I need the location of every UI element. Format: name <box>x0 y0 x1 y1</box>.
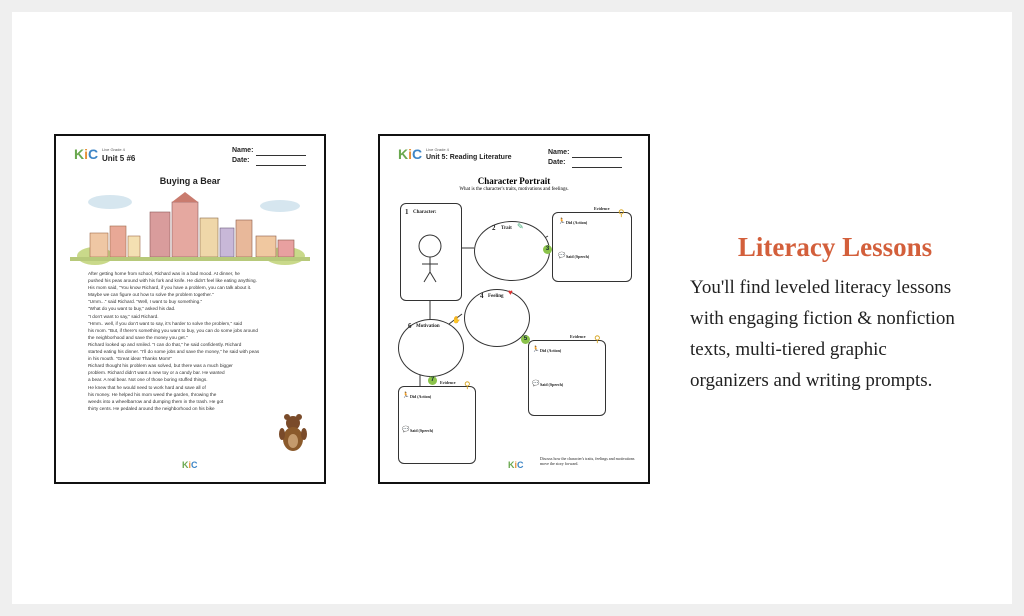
speech-icon: 💬 <box>558 253 566 259</box>
step-badge: 3 <box>543 245 552 254</box>
action-icon: 🏃 <box>402 393 410 399</box>
level-tag: Live Grade 4 <box>102 147 125 152</box>
stick-figure-icon <box>415 234 445 284</box>
magnifier-icon: ⚲ <box>618 208 625 218</box>
did-label: Did (Action) <box>566 220 588 225</box>
speech-icon: 💬 <box>402 427 410 433</box>
pencil-icon: ✎ <box>517 222 524 231</box>
organizer-subtitle: What is the character's traits, motivations and feelings. <box>459 187 569 192</box>
organizer-footer-note: Discuss how the character's traits, feelings and motivations move the story forward. <box>540 456 635 466</box>
did-label: Did (Action) <box>540 348 562 353</box>
date-label: Date: <box>548 159 566 166</box>
level-tag: Live Grade 4 <box>426 147 449 152</box>
action-icon: 🏃 <box>532 347 540 353</box>
unit-label: Unit 5: Reading Literature <box>426 154 512 161</box>
story-title: Buying a Bear <box>159 176 221 186</box>
kic-footer-logo: KiC <box>182 460 198 470</box>
motivation-icon: ✋ <box>452 317 461 324</box>
did-label: Did (Action) <box>410 394 432 399</box>
step-number: 6 <box>408 322 412 330</box>
name-line <box>256 155 306 156</box>
step-number: 1 <box>405 208 409 216</box>
town-illustration <box>70 188 310 268</box>
kic-logo: KiC <box>398 146 423 162</box>
worksheet-character-portrait <box>378 134 650 484</box>
section-heading: Literacy Lessons <box>737 232 933 262</box>
feeling-label: Feeling <box>488 294 504 299</box>
bear-illustration <box>278 414 308 454</box>
name-label: Name: <box>548 149 570 156</box>
evidence-label: Evidence <box>440 380 456 385</box>
magnifier-icon: ⚲ <box>464 380 471 390</box>
name-label: Name: <box>232 147 254 154</box>
step-number: 2 <box>492 224 496 232</box>
kic-footer-logo: KiC <box>508 460 524 470</box>
date-label: Date: <box>232 157 250 164</box>
evidence-label: Evidence <box>570 334 586 339</box>
character-label: Character: <box>413 210 437 215</box>
said-label: Said (Speech) <box>410 428 434 433</box>
story-text: After getting home from school, Richard was in a bad mood. At dinner, he pushed his peas around with his fork and knife. He didn't feel like eating anything. His mom said, "You know Richard, if you have a problem, you can talk about it. Maybe we can figure out how to solve the problem together." "Umm..." said Richard. "Well, I want to buy something." "What do you want to buy," asked his dad. "I don't want to say," said Richard. "Hmm.. well, if you don't want to say, it's harder to solve the problem," said his mom. "But, if there's something you want to buy, you can do some jobs around the neighborhood and save the money you get." Richard looked up and smiled. "I can do that," he said confidently. Richard started eating his dinner. "I'll do some jobs and save the money," he said with peas in his mouth. "Great idea! Thanks Mom!" Richard thought his problem was solved, but there was a much bigger problem. Richard didn't want a new toy or a candy bar. He wanted a bear. A real bear. Not one of those boring stuffed things. He knew that he would need to work hard and save all of his money. He helped his mom weed the garden, throwing the weeds into a wheelbarrow and dumping them in the trash. He got thirty cents. He pedaled around the neighborhood on his bike <box>88 271 260 411</box>
step-badge: 7 <box>428 376 437 385</box>
organizer-title: Character Portrait <box>477 176 551 186</box>
worksheet-buying-a-bear <box>54 134 326 484</box>
action-icon: 🏃 <box>558 219 566 225</box>
speech-icon: 💬 <box>532 381 540 387</box>
kic-logo: KiC <box>74 146 99 162</box>
evidence-label: Evidence <box>594 206 610 211</box>
trait-label: Trait <box>501 226 512 231</box>
said-label: Said (Speech) <box>566 254 590 259</box>
step-badge: 5 <box>521 335 530 344</box>
step-number: 4 <box>480 292 484 300</box>
trait-circle <box>474 221 550 281</box>
said-label: Said (Speech) <box>540 382 564 387</box>
section-description: You'll find leveled literacy lessons with engaging fiction & nonfiction texts, multi-tiered graphic organizers and writing prompts. <box>690 277 955 391</box>
heart-icon: ♥ <box>508 288 513 297</box>
date-line <box>256 165 306 166</box>
magnifier-icon: ⚲ <box>594 334 601 344</box>
unit-label: Unit 5 #6 <box>102 154 136 163</box>
motivation-label: Motivation <box>416 324 440 329</box>
